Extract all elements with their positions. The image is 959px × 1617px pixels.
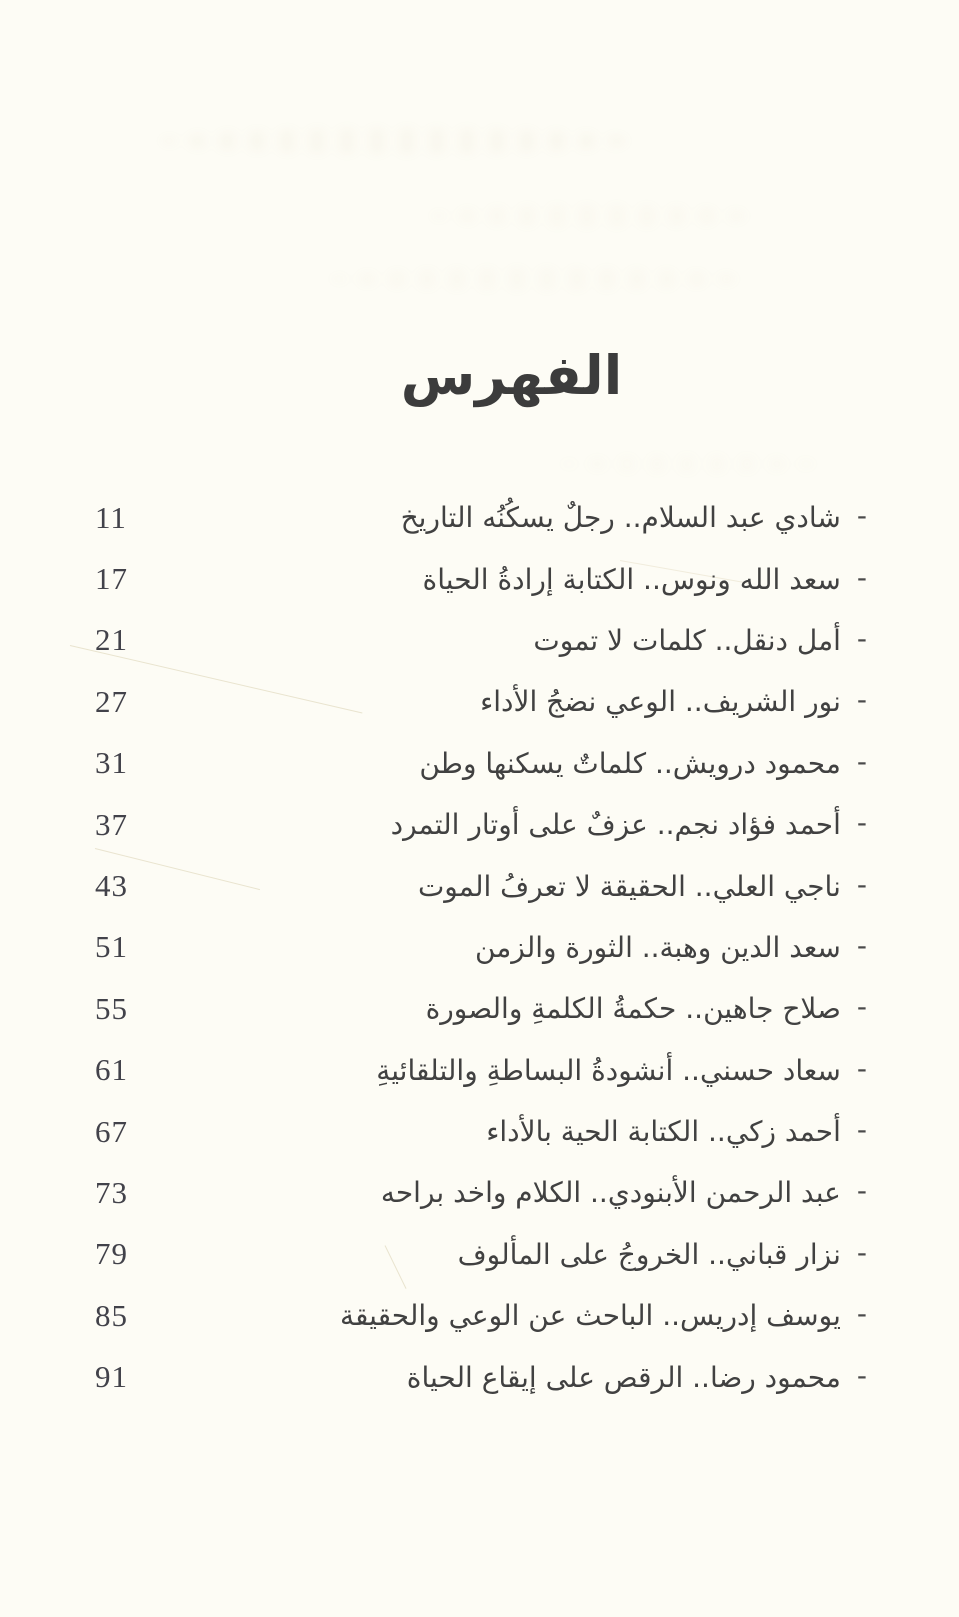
page-title: الفهرس (400, 344, 623, 407)
toc-row (0, 1101, 959, 1162)
toc-page-number: 21 (95, 622, 128, 658)
toc-entry-label: سعاد حسني.. أنشودةُ البساطةِ والتلقائيةِ (376, 1053, 841, 1087)
toc-row (0, 548, 959, 609)
ink-bleed-artifact (160, 128, 640, 154)
toc-page-number: 11 (95, 499, 127, 535)
toc-dash: - (856, 867, 867, 901)
toc-page-number: 51 (95, 929, 128, 965)
toc-dash: - (856, 683, 867, 717)
toc-entry (422, 560, 867, 596)
toc-dash: - (856, 560, 867, 594)
toc-page-number: 85 (95, 1297, 128, 1333)
toc-dash: - (856, 1358, 867, 1392)
toc-entry-label: يوسف إدريس.. الباحث عن الوعي والحقيقة (339, 1299, 841, 1333)
toc-row (0, 487, 959, 548)
toc-entry (486, 1115, 867, 1148)
toc-dash: - (856, 499, 867, 533)
toc-row (0, 917, 959, 978)
toc-entry-label: أمل دنقل.. كلمات لا تموت (533, 623, 841, 657)
toc-row (0, 855, 959, 916)
toc-entry (457, 1235, 867, 1271)
toc-dash: - (856, 1113, 867, 1147)
toc-entry-label: سعد الدين وهبة.. الثورة والزمن (474, 930, 841, 964)
toc-page-number: 27 (95, 683, 128, 719)
toc-entry-label: أحمد زكي.. الكتابة الحية بالأداء (486, 1115, 841, 1149)
toc-page-number: 55 (95, 990, 128, 1026)
toc-page-number: 73 (95, 1174, 128, 1210)
toc-entry (391, 808, 867, 841)
toc-entry-label: ناجي العلي.. الحقيقة لا تعرفُ الموت (417, 869, 841, 903)
toc-entry (419, 744, 867, 780)
toc-entry-label: صلاح جاهين.. حكمةُ الكلمةِ والصورة (425, 992, 841, 1026)
toc-row (0, 1224, 959, 1285)
toc-page-number: 31 (95, 745, 128, 781)
toc-row (0, 610, 959, 671)
toc-entry (533, 621, 867, 657)
toc-entry-label: نزار قباني.. الخروجُ على المألوف (457, 1237, 841, 1271)
toc-page-number: 67 (95, 1113, 128, 1149)
toc-dash: - (856, 1051, 867, 1085)
toc-entry-label: نور الشريف.. الوعي نضجُ الأداء (480, 685, 841, 719)
ink-bleed-artifact (560, 455, 820, 473)
toc-page-number: 61 (95, 1052, 128, 1088)
toc-entry-label: محمود درويش.. كلماتٌ يسكنها وطن (419, 746, 841, 780)
toc-row (0, 794, 959, 855)
toc-page-number: 79 (95, 1236, 128, 1272)
toc-entry-label: شادي عبد السلام.. رجلٌ يسكُنُه التاريخ (400, 501, 841, 535)
toc-dash: - (856, 928, 867, 962)
toc-entry (417, 867, 867, 903)
toc-row (0, 1040, 959, 1101)
toc-entry (401, 501, 867, 534)
toc-entry-label: سعد الله ونوس.. الكتابة إرادةُ الحياة (422, 562, 841, 596)
toc-row (0, 1346, 959, 1407)
toc-entry-label: أحمد فؤاد نجم.. عزفٌ على أوتار التمرد (390, 808, 841, 842)
toc-entry (474, 928, 867, 964)
toc-dash: - (856, 744, 867, 778)
toc-row (0, 671, 959, 732)
toc-dash: - (856, 990, 867, 1024)
ink-bleed-artifact (430, 205, 760, 227)
toc-entry (480, 685, 867, 718)
toc-page-number: 17 (95, 561, 128, 597)
toc-page-number: 37 (95, 806, 128, 842)
toc-entry-label: عبد الرحمن الأبنودي.. الكلام واخد براحه (380, 1176, 841, 1210)
toc-entry-label: محمود رضا.. الرقص على إيقاع الحياة (406, 1360, 841, 1394)
toc-entry (381, 1176, 867, 1209)
toc-list (0, 487, 959, 1408)
toc-page-number: 91 (95, 1359, 128, 1395)
toc-dash: - (856, 1174, 867, 1208)
toc-row (0, 1162, 959, 1223)
toc-row (0, 1285, 959, 1346)
toc-page-number: 43 (95, 868, 128, 904)
toc-dash: - (856, 621, 867, 655)
toc-dash: - (856, 1235, 867, 1269)
toc-entry (406, 1358, 867, 1394)
ink-bleed-artifact (330, 268, 750, 290)
toc-row (0, 978, 959, 1039)
toc-entry (340, 1299, 867, 1332)
toc-row (0, 733, 959, 794)
toc-entry (376, 1051, 867, 1087)
toc-dash: - (856, 1297, 867, 1331)
toc-dash: - (856, 806, 867, 840)
toc-entry (426, 992, 867, 1025)
